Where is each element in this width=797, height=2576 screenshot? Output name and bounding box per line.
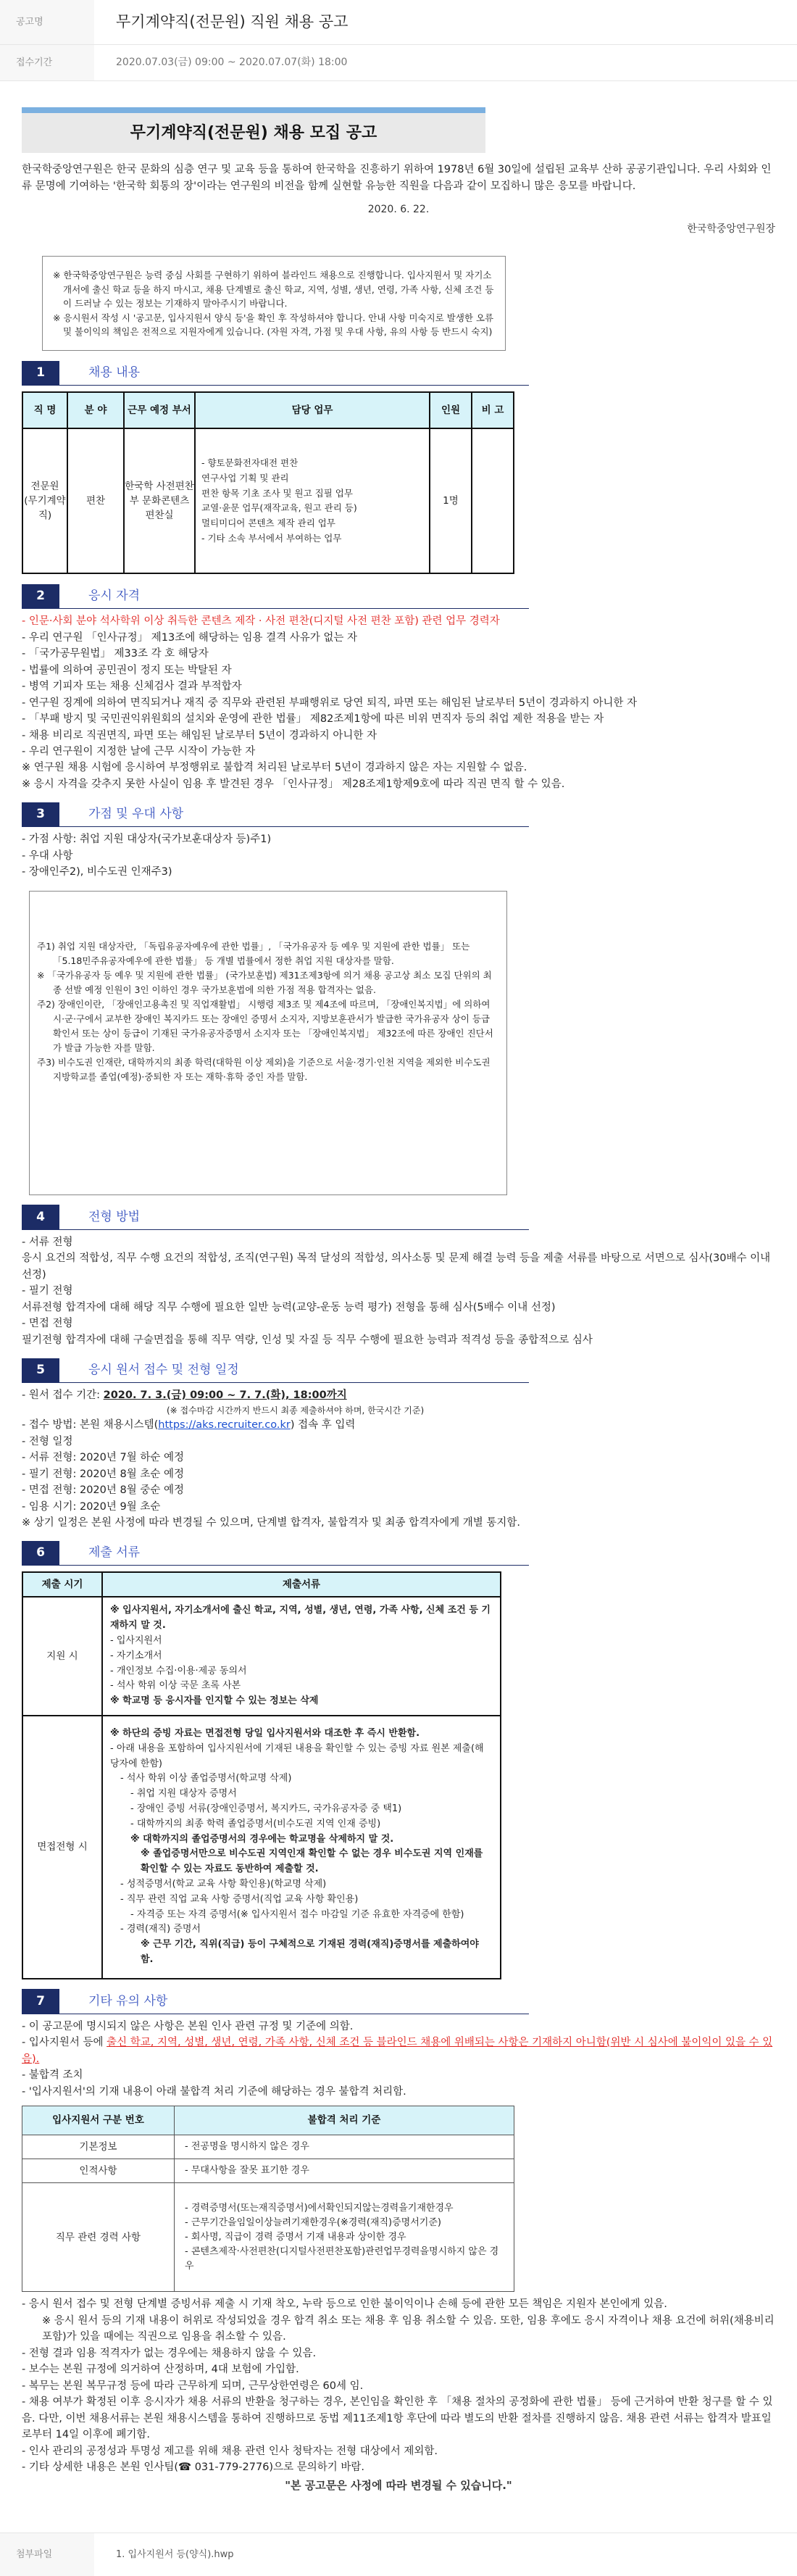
criteria-cell: - 무대사항을 잘못 표기한 경우 [175,2159,514,2183]
list-item: - 면접 전형 [22,1318,73,1330]
after-list [22,2296,775,2475]
list-item: - 불합격 조치 [22,2069,83,2082]
criteria-line: - 근무기간을임일이상늘려기재한경우(※경력(재직)증명서기준) [185,2216,441,2228]
section-number: 4 [22,1205,59,1229]
cell-count: 1명 [430,428,472,573]
list-item: - 서류 전형 [22,1236,73,1248]
section-number: 2 [22,584,59,609]
method-list [22,1234,775,1348]
list-item: - 연구원 징계에 의하여 면직되거나 재직 중 직무와 관련된 부패행위로 당연 퇴직, 파면 또는 해임된 날로부터 5년이 경과하지 아니한 자 [22,697,638,709]
qualification-highlight: - 인문·사회 분야 석사학위 이상 취득한 콘텐츠 제작 · 사전 편찬(디지털 사전 편찬 포함) 관련 업무 경력자 [22,615,500,628]
table-header: 비 고 [472,392,514,428]
section-title: 기타 유의 사항 [88,1993,168,2008]
section-6-header [22,1541,529,1566]
criteria-line: - 경력증명서(또는재직증명서)에서확인되지않는경력을기재한경우 [185,2202,454,2214]
list-item: - 전형 결과 임용 적격자가 없는 경우에는 채용하지 않을 수 있음. [22,2347,317,2359]
list-item: - 우리 연구원이 지정한 날에 근무 시작이 가능한 자 [22,746,256,757]
list-item: - 장애인주2), 비수도권 인재주3) [22,866,172,878]
list-item: - 채용 비리로 직권면직, 파면 또는 해임된 날로부터 5년이 경과하지 아니한 자 [22,729,377,741]
duty-item: - 향토문화전자대전 편찬 [201,457,299,469]
criteria-cell [175,2183,514,2292]
submit-label: - 원서 접수 기간: [22,1389,100,1402]
list-item: - 인사 관리의 공정성과 투명성 제고를 위해 채용 관련 인사 청탁자는 전형 대상에서 제외함. [22,2445,438,2457]
footnote: 주2) 장애인이란, 「장애인고용촉진 및 직업재활법」 시행령 제3조 및 제4조에 따르며, 「장애인복지법」에 의하여 시·군·구에서 교부한 장애인 복지카드 또는 장애인 증명서 소지자, 지방보훈관서가 발급한 국가유공자 상이 등급 확인서 또는 상이 등급이 기재된 국가유공자증명서 소지자 또는 「장애인복지법」 제32조에 따른 장애인 진단서가 발급 가능한 자를 말함. [37,998,493,1053]
list-item: - 우대 사항 [22,849,73,862]
list-item: - 복무는 본원 복무규정 등에 따라 근무하게 되며, 근무상한연령은 60세 임. [22,2380,364,2392]
section-number: 6 [22,1541,59,1566]
cell-field: 편찬 [67,428,124,573]
period-label: 접수기간 [0,45,94,80]
list-item: - 임용 시기: 2020년 9월 초순 [22,1500,161,1513]
table-header: 입사지원서 구분 번호 [22,2106,175,2135]
list-item: - 필기 전형: 2020년 8월 초순 예정 [22,1468,184,1480]
cell-note [472,428,514,573]
submit-period: 2020. 7. 3.(금) 09:00 ~ 7. 7.(화), 18:00까지 [103,1389,347,1402]
section-number: 7 [22,1989,59,2014]
list-item: 응시 요건의 적합성, 직무 수행 요건의 적합성, 조직(연구원) 목적 달성의 적합성, 의사소통 및 문제 해결 능력 등을 제출 서류를 바탕으로 서면으로 심사(30배수 이내 선정) [22,1252,771,1281]
table-header: 근무 예정 부서 [124,392,195,428]
criteria-cell: - 전공명을 명시하지 않은 경우 [175,2135,514,2159]
section-title: 제출 서류 [88,1545,141,1561]
table-row [22,1597,501,1716]
table-row [22,2183,514,2292]
job-table [22,391,514,574]
footnote: 주1) 취업 지원 대상자란, 「독립유공자예우에 관한 법률」, 「국가유공자 등 예우 및 지원에 관한 법률」 또는 「5.18민주유공자예우에 관한 법률」 등 개별 법률에서 정한 취업 지원 대상자를 말함. [37,940,470,966]
list-item: 필기전형 합격자에 대해 구술면접을 통해 직무 역량, 인성 및 자질 등 직무 수행에 필요한 능력과 적격성 등을 종합적으로 심사 [22,1334,593,1346]
doc-line: - 석사 학위 이상 졸업증명서(학교명 삭제) [120,1773,292,1784]
notice-body [0,81,797,2493]
method-tail: ) 접속 후 입력 [290,1419,356,1432]
list-item: - 응시 원서 접수 및 전형 단계별 증빙서류 제출 시 기재 착오, 누락 등으로 인한 불이익이나 손해 등에 관한 모든 책임은 지원자 본인에게 있음. [22,2298,667,2311]
list-item [22,2035,775,2067]
section-number: 5 [22,1358,59,1383]
section-title: 채용 내용 [88,365,141,380]
table-header: 분 야 [67,392,124,428]
doc-line: - 취업 지원 대상자 증명서 [130,1788,237,1800]
section-title: 가점 및 우대 사항 [88,807,184,822]
cell-duties [195,428,430,573]
table-header: 불합격 처리 기준 [175,2106,514,2135]
doc-line: - 석사 학위 이상 국문 초록 사본 [110,1680,241,1692]
section-number: 1 [22,361,59,386]
blind-note: ※ 응시원서 작성 시 '공고문, 입사지원서 양식 등'을 확인 후 작성하셔야 합니다. 안내 사항 미숙지로 발생한 오류 및 불이익의 책임은 전적으로 지원자에게 있습니다. (자원 자격, 가점 및 우대 사항, 유의 사항 등 반드시 숙지) [53,312,494,337]
title-label: 공고명 [0,0,94,44]
period-row [0,45,797,81]
section-1-header [22,361,529,386]
list-item [22,1387,775,1403]
duty-item: 멀티미디어 콘텐츠 제작 관리 업무 [201,517,335,528]
section-4-header [22,1205,529,1230]
list-item: - 병역 기피자 또는 채용 신체검사 결과 부적합자 [22,681,242,693]
notice-heading: 무기계약직(전문원) 채용 모집 공고 [22,107,485,153]
duty-item: 교열·윤문 업무(재작교육, 원고 관리 등) [201,502,357,514]
category-cell: 기본정보 [22,2135,175,2159]
table-row [22,428,514,573]
bonus-list [22,831,775,880]
attachment-row [0,2533,797,2576]
list-item: ※ 응시 원서 등의 기재 내용이 허위로 작성되었을 경우 합격 취소 또는 채용 후 임용 취소할 수 있음. 또한, 임용 후에도 응시 자격이나 채용 요건에 허위(채용비리 포함)가 있을 때에는 직권으로 임용을 취소할 수 있음. [42,2314,775,2343]
stage-cell: 면접전형 시 [22,1716,102,1979]
table-header: 제출서류 [102,1572,501,1597]
duty-item: 연구사업 기획 및 관리 [201,473,289,483]
list-item: - 법률에 의하여 공민권이 정지 또는 박탈된 자 [22,664,232,676]
doc-line: - 아래 내용을 포함하여 입사지원서에 기재된 내용을 확인할 수 있는 증빙 자료 원본 제출(해당자에 한함) [110,1742,484,1769]
cell-job: 전문원 (무기계약직) [22,428,67,573]
list-item: ※ 상기 일정은 본원 사정에 따라 변경될 수 있으며, 단계별 합격자, 불합격자 및 최종 합격자에게 개별 통지함. [22,1516,521,1529]
stage-cell: 지원 시 [22,1597,102,1716]
post-title: 무기계약직(전문원) 직원 채용 공고 [116,12,349,30]
closing-statement: "본 공고문은 사정에 따라 변경될 수 있습니다." [285,2478,512,2492]
table-header: 담당 업무 [195,392,430,428]
period-value: 2020.07.03(금) 09:00 ~ 2020.07.07(화) 18:00 [116,57,348,68]
table-row [22,1716,501,1979]
section-5-header [22,1358,529,1383]
section-2-header [22,584,529,609]
table-header: 인원 [430,392,472,428]
intro-text: 한국학중앙연구원은 한국 문화의 심층 연구 및 교육 등을 통하여 한국학을 진흥하기 위하여 1978년 6월 30일에 설립된 교육부 산하 공공기관입니다. 우리 사회와 인류 문명에 기여하는 '한국학 회통의 장'이라는 연구원의 비전을 함께 실현할 유능한 직원을 다음과 같이 모집하니 많은 응모를 바랍니다. [22,164,772,193]
notice-org: 한국학중앙연구원장 [687,223,775,236]
blind-warning: 출신 학교, 지역, 성별, 생년, 연령, 가족 사항, 신체 조건 등 블라인드 채용에 위배되는 사항은 기재하지 아니함(위반 시 심사에 불이익이 있을 수 있음). [22,2037,773,2065]
bonus-footnotes [29,891,507,1195]
list-item: - 「부패 방지 및 국민권익위원회의 설치와 운영에 관한 법률」 제82조제1항에 따른 비위 면직자 등의 취업 제한 적용을 받는 자 [22,713,604,726]
section-title: 응시 자격 [88,589,141,603]
footnote: ※ 「국가유공자 등 예우 및 지원에 관한 법률」 (국가보훈법) 제31조제3항에 의거 채용 공고상 최소 모집 단위의 최종 선발 예정 인원이 3인 이하인 경우 국가보훈법에 의한 가점 적용 합격자는 없음. [37,969,492,995]
category-cell: 인적사항 [22,2159,175,2183]
table-header: 직 명 [22,392,67,428]
list-item [22,1417,775,1433]
section-number: 3 [22,802,59,827]
list-item: - 「국가공무원법」 제33조 각 호 해당자 [22,648,209,660]
blind-notice-box [42,256,506,351]
recruit-link[interactable]: https://aks.recruiter.co.kr [158,1419,291,1432]
doc-line: - 대학까지의 최종 학력 졸업증명서(비수도권 지역 인재 증빙) [130,1818,381,1829]
schedule-list [22,1387,775,1531]
doc-line: ※ 하단의 증빙 자료는 면접전형 당일 입사지원서와 대조한 후 즉시 반환함. [110,1728,420,1740]
exclusion-table [22,2106,514,2292]
list-item: - 보수는 본원 규정에 의거하여 산정하며, 4대 보험에 가입함. [22,2364,299,2376]
duty-item: - 기타 소속 부서에서 부여하는 업무 [201,532,342,544]
list-item: - 면접 전형: 2020년 8월 중순 예정 [22,1484,184,1497]
doc-line: - 자격증 또는 자격 증명서(※ 입사지원서 접수 마감일 기준 유효한 자격증에 한함) [130,1908,464,1920]
list-item: - '입사지원서'의 기재 내용이 아래 불합격 처리 기준에 해당하는 경우 불합격 처리함. [22,2085,406,2098]
doc-line: - 성적증명서(학교 교육 사항 확인용)(학교명 삭제) [120,1878,327,1890]
section-title: 응시 원서 접수 및 전형 일정 [88,1362,239,1377]
attachment-link[interactable]: 1. 입사지원서 등(양식).hwp [116,2548,234,2560]
attach-label: 첨부파일 [0,2533,94,2576]
duty-item: 편찬 항목 기초 조사 및 원고 집필 업무 [201,487,353,499]
doc-line: - 자기소개서 [110,1650,162,1661]
doc-line: - 장애인 증빙 서류(장애인증명서, 복지카드, 국가유공자증 중 택1) [130,1803,402,1814]
list-item: - 기타 상세한 내용은 본원 인사팀(☎ 031-779-2776)으로 문의하기 바람. [22,2461,364,2474]
list-item: 서류전형 합격자에 대해 해당 직무 수행에 필요한 일반 능력(교양-운동 능력 평가) 전형을 통해 심사(5배수 이내 선정) [22,1301,556,1313]
criteria-line: - 콘텐츠제작·사전편찬(디지털사전편찬포함)관련업무경력을명시하지 않은 경우 [185,2245,499,2272]
notice-date: 2020. 6. 22. [367,204,430,216]
doc-line: ※ 학교명 등 응시자를 인지할 수 있는 정보는 삭제 [110,1695,319,1707]
doc-line: ※ 입사지원서, 자기소개서에 출신 학교, 지역, 성별, 생년, 연령, 가족 사항, 신체 조건 등 기재하지 말 것. [110,1605,491,1632]
list-item: - 우리 연구원 「인사규정」 제13조에 해당하는 임용 결격 사유가 없는 자 [22,631,357,644]
table-row [22,2135,514,2159]
documents-table [22,1571,501,1979]
submit-note: (※ 접수마감 시간까지 반드시 최종 제출하셔야 하며, 한국시간 기준) [167,1405,425,1416]
cell-dept: 한국학 사전편찬부 문화콘텐츠 편찬실 [124,428,195,573]
doc-line: - 입사지원서 [110,1635,162,1647]
doc-line: - 개인정보 수집·이용·제공 동의서 [110,1665,247,1677]
doc-line: - 직무 관련 직업 교육 사항 증명서(직업 교육 사항 확인용) [120,1893,359,1905]
method-label: - 접수 방법: 본원 채용시스템( [22,1419,159,1432]
blind-note: ※ 한국학중앙연구원은 능력 중심 사회를 구현하기 위하여 블라인드 채용으로 진행합니다. 입사지원서 및 자기소개서에 출신 학교 등을 하지 마시고, 채용 단계별로 출신 학교, 지역, 성별, 생년, 연령, 가족 사항, 신체 조건 등이 드러날 수 있는 정보는 기재하지 말아주시기 바랍니다. [53,270,494,309]
title-row [0,0,797,45]
list-item: ※ 연구원 채용 시험에 응시하여 부정행위로 불합격 처리된 날로부터 5년이 경과하지 않은 자는 지원할 수 없음. [22,762,527,774]
footnote: 주3) 비수도권 인재란, 대학까지의 최종 학력(대학원 이상 제외)을 기준으로 서울·경기·인천 지역을 제외한 비수도권 지방학교를 졸업(예정)·중퇴한 자 또는 재학·휴학 중인 자를 말함. [37,1056,491,1082]
docs-cell [102,1716,501,1979]
doc-line: ※ 대학까지의 졸업증명서의 경우에는 학교명을 삭제하지 말 것. [130,1833,394,1845]
list-item: - 필기 전형 [22,1285,73,1297]
list-item: - 가점 사항: 취업 지원 대상자(국가보훈대상자 등)주1) [22,834,272,846]
section-3-header [22,802,529,827]
qualification-list [22,613,775,792]
list-item: - 전형 일정 [22,1435,73,1447]
list-item: - 서류 전형: 2020년 7월 하순 예정 [22,1452,184,1464]
table-header: 제출 시기 [22,1572,102,1597]
section-7-header [22,1990,529,2014]
list-item: ※ 응시 자격을 갖추지 못한 사실이 임용 후 발견된 경우 「인사규정」 제28조제1항제9호에 따라 직권 면직 할 수 있음. [22,778,565,790]
docs-cell [102,1597,501,1716]
category-cell: 직무 관련 경력 사항 [22,2183,175,2292]
criteria-line: - 회사명, 직급이 경력 증명서 기재 내용과 상이한 경우 [185,2231,406,2243]
doc-line: - 경력(재직) 증명서 [120,1924,201,1935]
list-item: - 채용 여부가 확정된 이후 응시자가 채용 서류의 반환을 청구하는 경우, 본인임을 확인한 후 「채용 절차의 공정화에 관한 법률」 등에 근거하여 반환 청구를 할 수 있음. 다만, 이번 채용서류는 본원 채용시스템을 통하여 진행하므로 동법 제11조제1항 후단에 따라 별도의 반환 절차를 진행하지 않음. 채용 관련 서류는 합격자 발표일로부터 14일 이후에 폐기함. [22,2396,773,2441]
doc-line: ※ 근무 기간, 직위(직급) 등이 구체적으로 기재된 경력(재직)증명서를 제출하여야 함. [141,1939,479,1965]
table-row [22,2159,514,2183]
list-item: - 이 공고문에 명시되지 않은 사항은 본원 인사 관련 규정 및 기준에 의함. [22,2020,354,2032]
etc-lead: - 입사지원서 등에 [22,2037,104,2049]
doc-line: ※ 졸업증명서만으로 비수도권 지역인재 확인할 수 없는 경우 비수도권 지역 인재를 확인할 수 있는 자료도 동반하여 제출할 것. [141,1848,483,1875]
etc-list [22,2019,775,2100]
section-title: 전형 방법 [88,1209,141,1224]
